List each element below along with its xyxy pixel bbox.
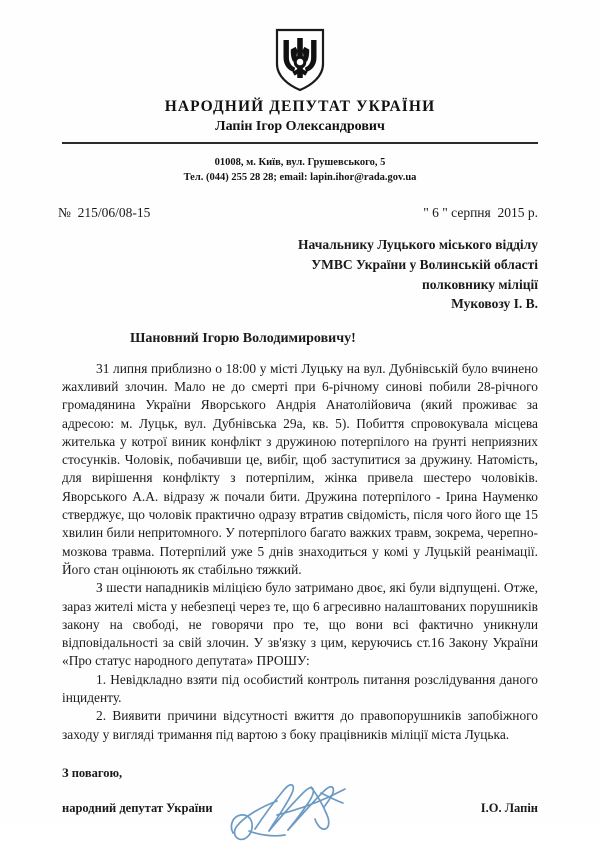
request-item-2: 2. Виявити причини відсутності вжиття до правопорушників запобіжного заходу у вигляді тримання під вартою з боку працівників міліції міста Луцька.	[62, 708, 538, 742]
salutation: Шановний Ігорю Володимировичу!	[130, 330, 356, 346]
body-paragraph-1: 31 липня приблизно о 18:00 у місті Луцьку на вул. Дубнівській було вчинено жахливий злочин. Мало не до смерті при 6-річному синові побили 28-річного громадянина України Яворського Андрія Анатолійовича (який проживає за адресою: м. Луцьк, вул. Дубнівська 29а, кв. 5). Побиття спровокувала місцева жителька у котрої виник конфлікт з дружиною потерпілого на ґрунті неприязних стосунків. Чоловік, побачивши це, вибіг, щоб заступитися за дружину. Натомість, для вирішення конфлікту з потерпілим, жінка привела шестеро чоловіків. Яворського А.А. відразу ж почали бити. Дружина потерпілого - Ірина Науменко стверджує, що чоловік практично одразу втратив свідомість, після чого його ще 15 хвилин били непритомного. У потерпілого багато важких травм, зокрема, черепно-мозкова травма. Потерпілий уже 5 днів знаходиться у комі у Луцькій реанімації. Його стан оцінюють як стабільно тяжкий.	[62, 360, 538, 577]
org-title: НАРОДНИЙ ДЕПУТАТ УКРАЇНИ	[164, 98, 436, 115]
signer-role: народний депутат України	[62, 800, 213, 815]
contact-block	[0, 155, 600, 185]
reference-row	[0, 205, 600, 221]
body-paragraph-2: З шести нападників міліцією було затримано двоє, які були відпущені. Отже, зараз жителі міста у небезпеці через те, що 6 агресивно налаштованих порушників закону на свободі, не говорячи про те, що вони всі фактично уникнули відповідальності за свій злочин. У зв'язку з цим, керуючись ст.16 Закону України «Про статус народного депутата» ПРОШУ:	[62, 580, 538, 669]
addressee-line-3: полковнику міліції	[421, 276, 538, 292]
phone-and-email: Тел. (044) 255 28 28; email: lapin.ihor@rada.gov.ua	[183, 172, 417, 184]
office-address: 01008, м. Київ, вул. Грушевського, 5	[214, 157, 386, 168]
addressee-line-2: УМВС України у Волинській області	[311, 257, 538, 272]
letter-body	[0, 360, 600, 744]
addressee-block	[0, 235, 600, 313]
request-item-1: 1. Невідкладно взяти під особистий контроль питання розслідування даного інциденту.	[62, 671, 538, 706]
handwritten-signature-icon	[225, 771, 375, 851]
addressee-line-4: Муковозу І. В.	[451, 296, 538, 312]
letterhead	[0, 0, 600, 185]
ukraine-trident-emblem-icon	[274, 28, 326, 92]
header-divider	[62, 142, 538, 144]
deputy-name: Лапін Ігор Олександрович	[215, 119, 385, 134]
letter-date: " 6 " серпня 2015 р.	[423, 205, 538, 221]
closing-phrase: З повагою,	[62, 765, 123, 780]
addressee-line-1: Начальнику Луцького міського відділу	[298, 237, 538, 253]
signer-name: І.О. Лапін	[480, 800, 538, 815]
reference-number: № 215/06/08-15	[58, 205, 151, 221]
signature-row	[0, 801, 600, 816]
